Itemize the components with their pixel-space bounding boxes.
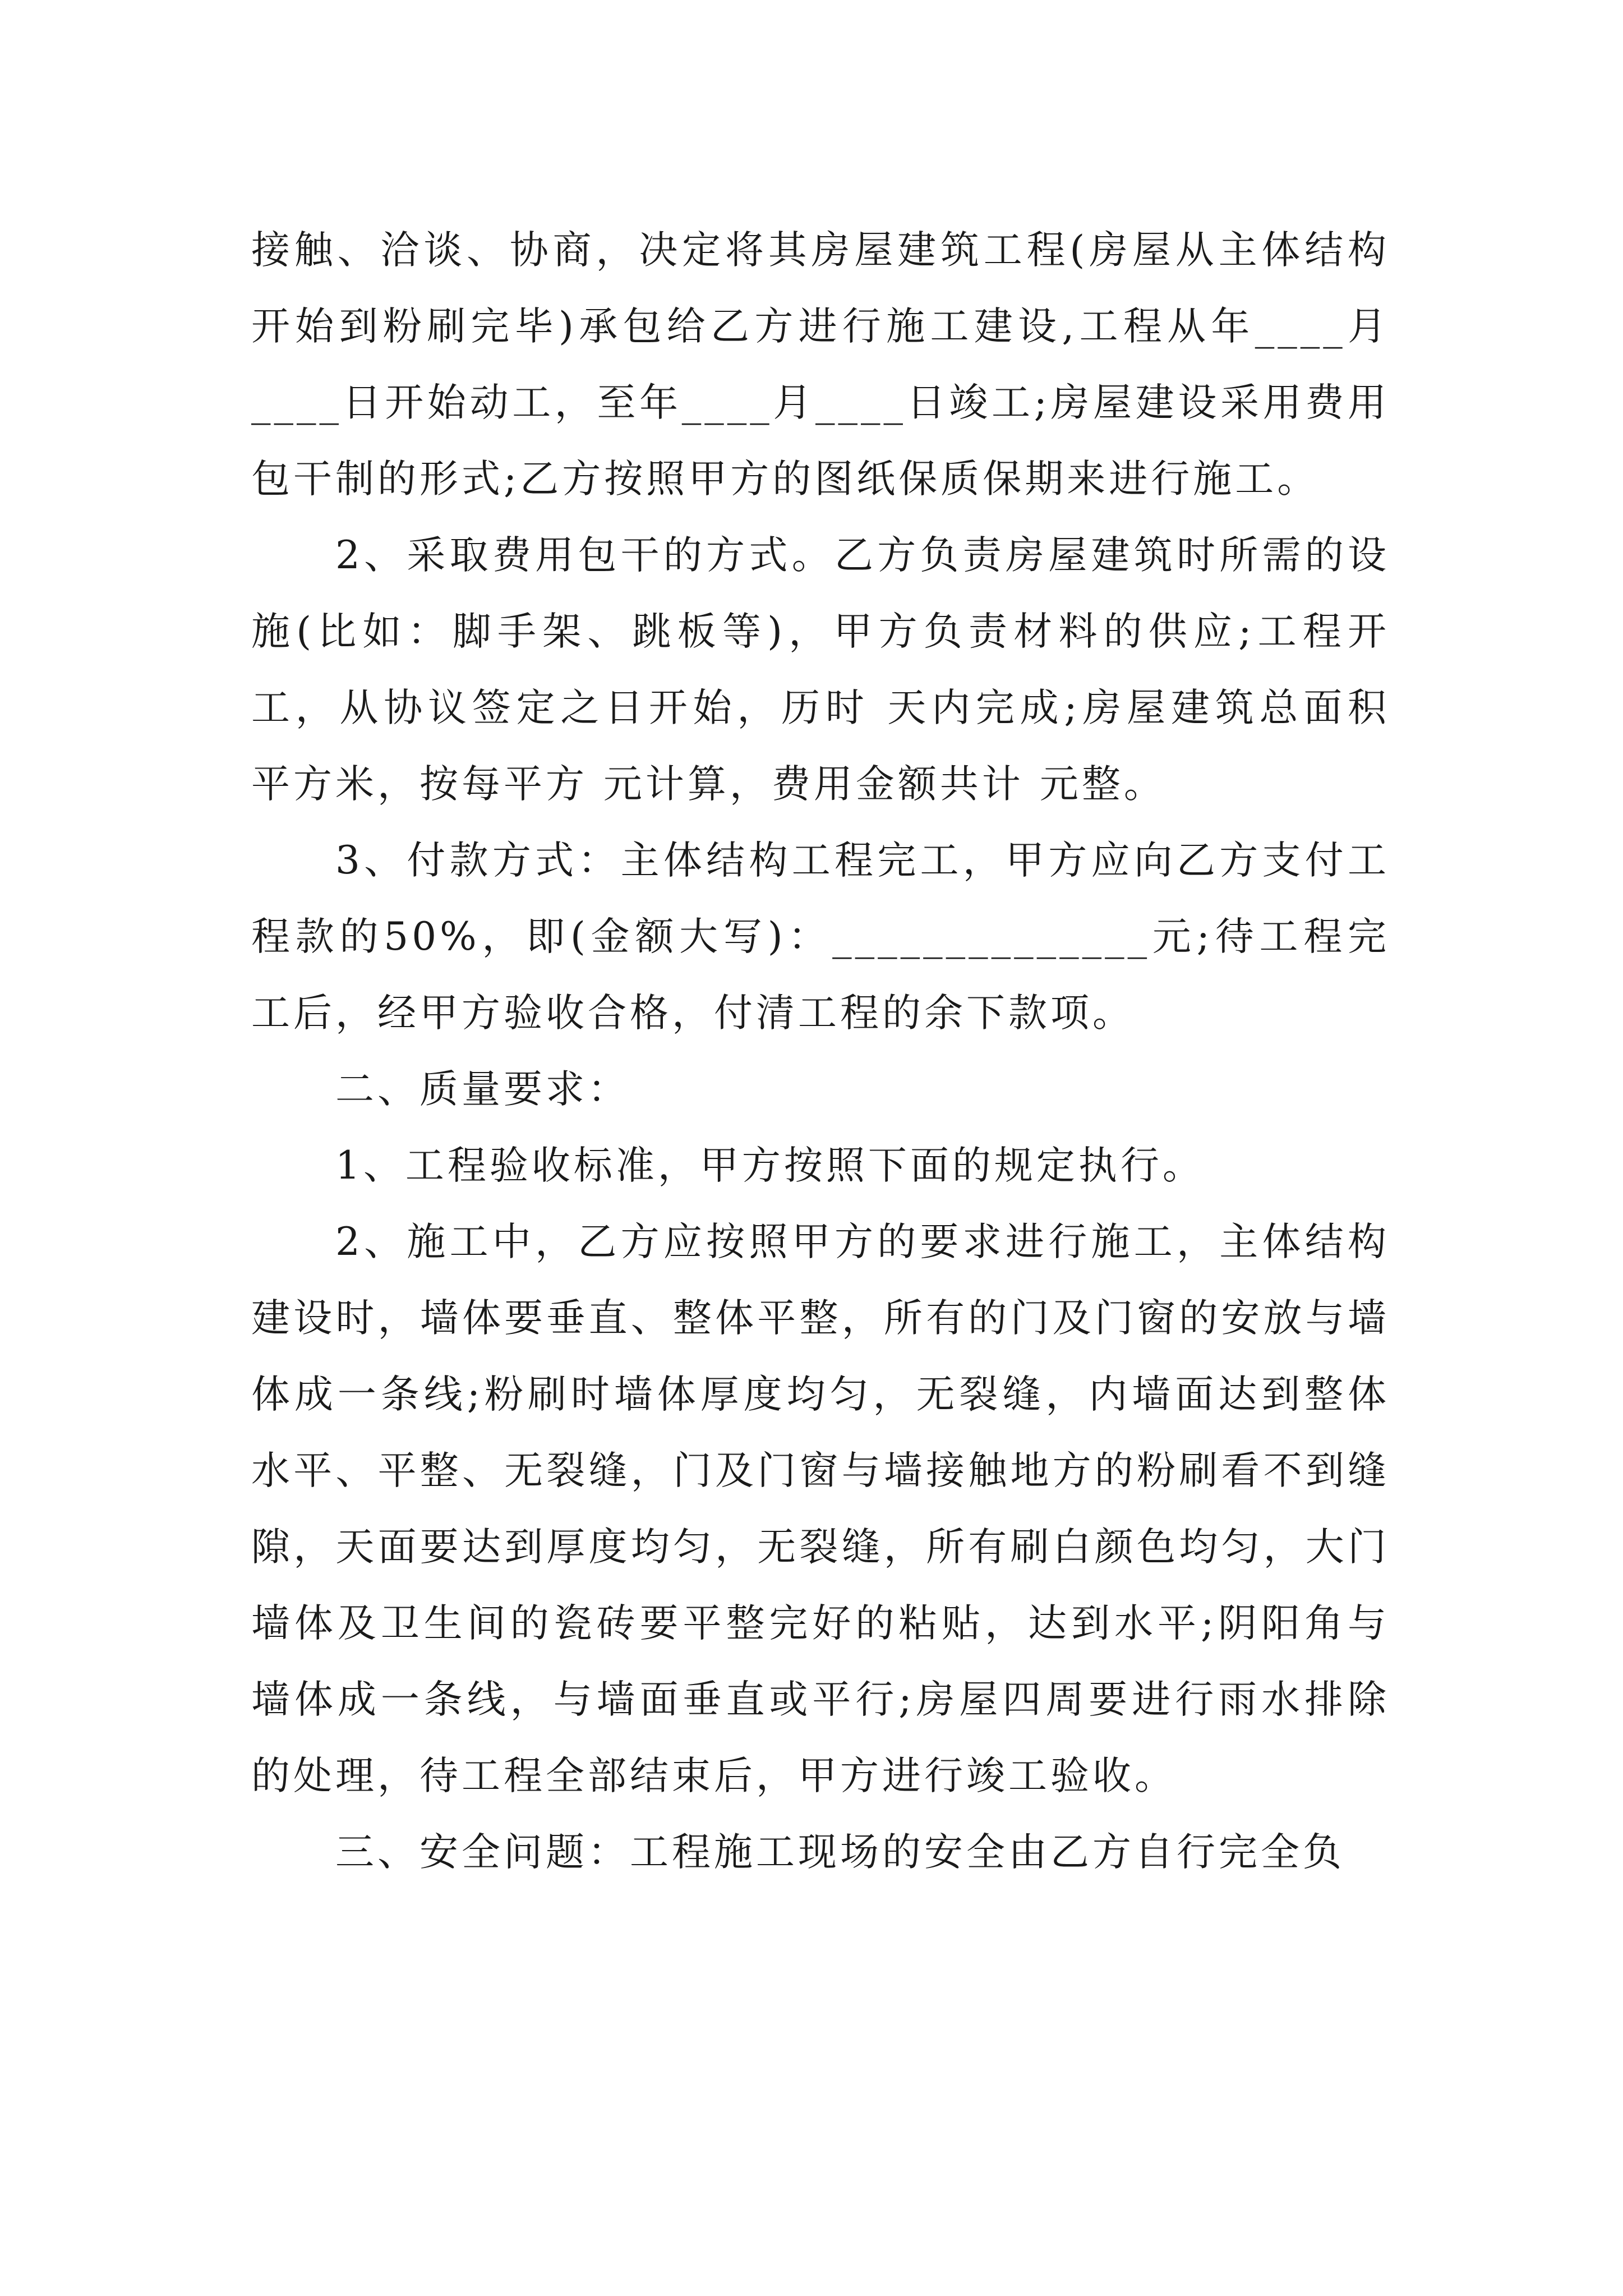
paragraph-clause-2-1: 1、工程验收标准，甲方按照下面的规定执行。 (335, 1143, 1205, 1188)
paragraph-clause-2-2: 2、施工中，乙方应按照甲方的要求进行施工，主体结构建设时，墙体要垂直、整体平整，所有的门及门窗的安放与墙体成一条线;粉刷时墙体厚度均匀，无裂缝，内墙面达到整体水平、平整、无裂缝，门及门窗与墙接触地方的粉刷看不到缝隙，天面要达到厚度均匀，无裂缝，所有刷白颜色均匀，大门墙体及卫生间的瓷砖要平整完好的粘贴，达到水平;阴阳角与墙体成一条线，与墙面垂直或平行;房屋四周要进行雨水排除的处理，待工程全部结束后，甲方进行竣工验收。 (251, 1220, 1390, 1798)
paragraph-intro-continued: 接触、洽谈、协商，决定将其房屋建筑工程(房屋从主体结构开始到粉刷完毕)承包给乙方进行施工建设,工程从年____月____日开始动工，至年____月____日竣工;房屋建设采用费用包干制的形式;乙方按照甲方的图纸保质保期来进行施工。 (251, 228, 1390, 501)
paragraph-clause-1-3: 3、付款方式：主体结构工程完工，甲方应向乙方支付工程款的50%，即(金额大写)：______________元;待工程完工后，经甲方验收合格，付清工程的余下款项。 (251, 838, 1390, 1036)
document-body (251, 212, 1390, 1890)
section-heading-quality: 二、质量要求： (335, 1067, 630, 1112)
section-heading-safety: 三、安全问题：工程施工现场的安全由乙方自行完全负 (335, 1830, 1345, 1875)
paragraph-clause-1-2: 2、采取费用包干的方式。乙方负责房屋建筑时所需的设施(比如：脚手架、跳板等)，甲方负责材料的供应;工程开工，从协议签定之日开始，历时 天内完成;房屋建筑总面积 平方米，按每平方 元计算，费用金额共计 元整。 (251, 533, 1390, 807)
